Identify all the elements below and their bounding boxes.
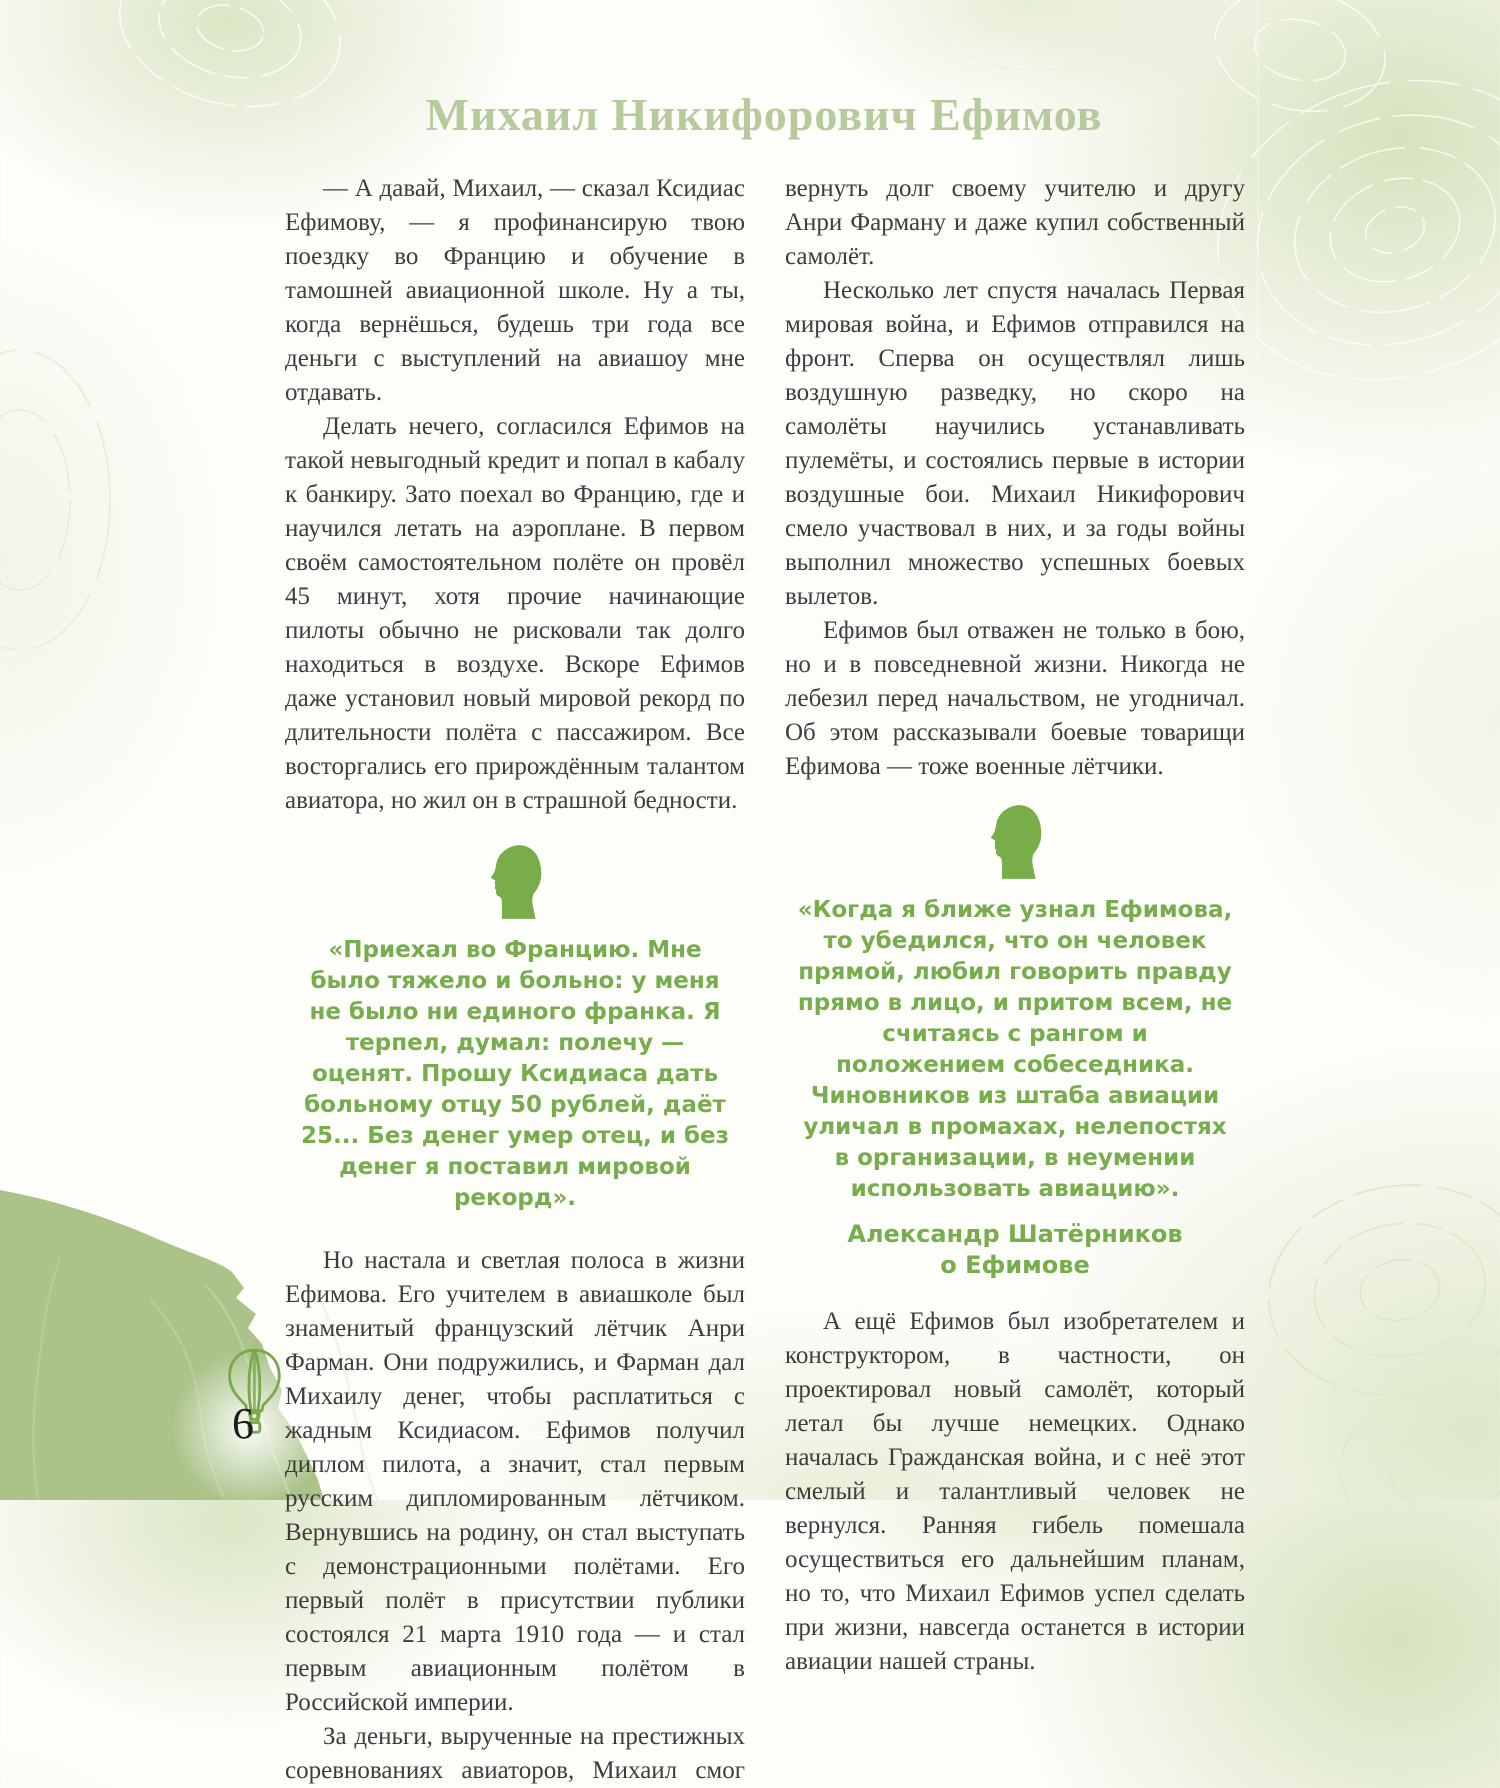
paragraph: За деньги, вырученные на престижных соревнованиях авиаторов, Михаил смог <box>285 1723 745 1784</box>
head-silhouette-icon <box>987 804 1043 879</box>
paragraph: Ефимов был отважен не только в бою, но и в повседневной жизни. Никогда не лебезил перед начальством, не угодничал. Об этом рассказывали боевые товарищи Ефимова — тоже военные лётчики. <box>785 617 1245 780</box>
paragraph: Делать нечего, согласился Ефимов на такой невыгодный кредит и попал в кабалу к банкиру. Зато поехал во Францию, где и научился летать на аэроплане. В первом своём самостоятельном полёте он провёл 45 минут, хотя прочие начинающие пилоты обычно не рисковали так долго находиться в воздухе. Вскоре Ефимов даже установил новый мировой рекорд по длительности полёта с пассажиром. Все восторгались его прирождённым талантом авиатора, но жил он в страшной бедности. <box>285 413 745 814</box>
contour-lines-bottom-right <box>1252 1165 1500 1500</box>
quote-text: «Приехал во Францию. Мне было тяжело и больно: у меня не было ни единого франка. Я терпел, думал: полечу — оценят. Прошу Ксидиаса дать больному отцу 50 рублей, даёт 25... Без денег умер отец, и без денег я поставил мировой рекорд». <box>301 937 729 1211</box>
quote-attribution-subject: о Ефимове <box>940 1251 1090 1279</box>
head-silhouette-icon <box>487 844 543 919</box>
paragraph: Несколько лет спустя началась Первая мировая война, и Ефимов отправился на фронт. Сперва он осуществлял лишь воздушную разведку, но скоро на самолёты научились устанавливать пулемёты, и состоялись первые в истории воздушные бои. Михаил Никифорович смело участвовал в них, и за годы войны выполнил множество успешных боевых вылетов. <box>785 277 1245 610</box>
column-right <box>785 172 1245 1788</box>
page-content <box>285 172 1245 1788</box>
quote-attribution <box>785 1219 1245 1281</box>
paragraph: А ещё Ефимов был изобретателем и конструктором, в частности, он проектировал новый самолёт, который летал бы лучше немецких. Однако началась Гражданская война, и с неё этот смелый и талантливый человек не вернулся. Ранняя гибель помешала осуществиться его дальнейшим планам, но то, что Михаил Ефимов успел сделать при жизни, навсегда останется в истории авиации нашей страны. <box>785 1308 1245 1675</box>
column-left <box>285 172 745 1788</box>
paragraph: — А давай, Михаил, — сказал Ксидиас Ефимову, — я профинансирую твою поездку во Францию и обучение в тамошней авиационной школе. Ну а ты, когда вернёшься, будешь три года все деньги с выступлений на авиашоу мне отдавать. <box>285 175 745 406</box>
page-title: Михаил Никифорович Ефимов <box>425 89 1103 140</box>
paragraph: Но настала и светлая полоса в жизни Ефимова. Его учителем в авиашколе был знаменитый французский лётчик Анри Фарман. Они подружились, и Фарман дал Михаилу денег, чтобы расплатиться с жадным Ксидиасом. Ефимов получил диплом пилота, а значит, стал первым русским дипломированным лётчиком. Вернувшись на родину, он стал выступать с демонстрационными полётами. Его первый полёт в присутствии публики состоялся 21 марта 1910 года — и стал первым авиационным полётом в Российской империи. <box>285 1247 745 1716</box>
page-number: 6 <box>232 1399 254 1448</box>
quote-block-right <box>785 804 1245 1281</box>
quote-attribution-name: Александр Шатёрников <box>847 1220 1183 1248</box>
quote-text: «Когда я ближе узнал Ефимова, то убедился, что он человек прямой, любил говорить правду прямо в лицо, и притом всем, не считаясь с рангом и положением собеседника. Чиновников из штаба авиации уличал в промахах, нелепостях в организации, в неумении использовать авиацию». <box>797 897 1233 1202</box>
quote-block-left <box>285 844 745 1214</box>
paragraph: вернуть долг своему учителю и другу Анри Фарману и даже купил собственный самолёт. <box>785 175 1245 270</box>
contour-lines-top-center <box>925 0 1145 70</box>
contour-lines-left-middle <box>0 350 110 650</box>
